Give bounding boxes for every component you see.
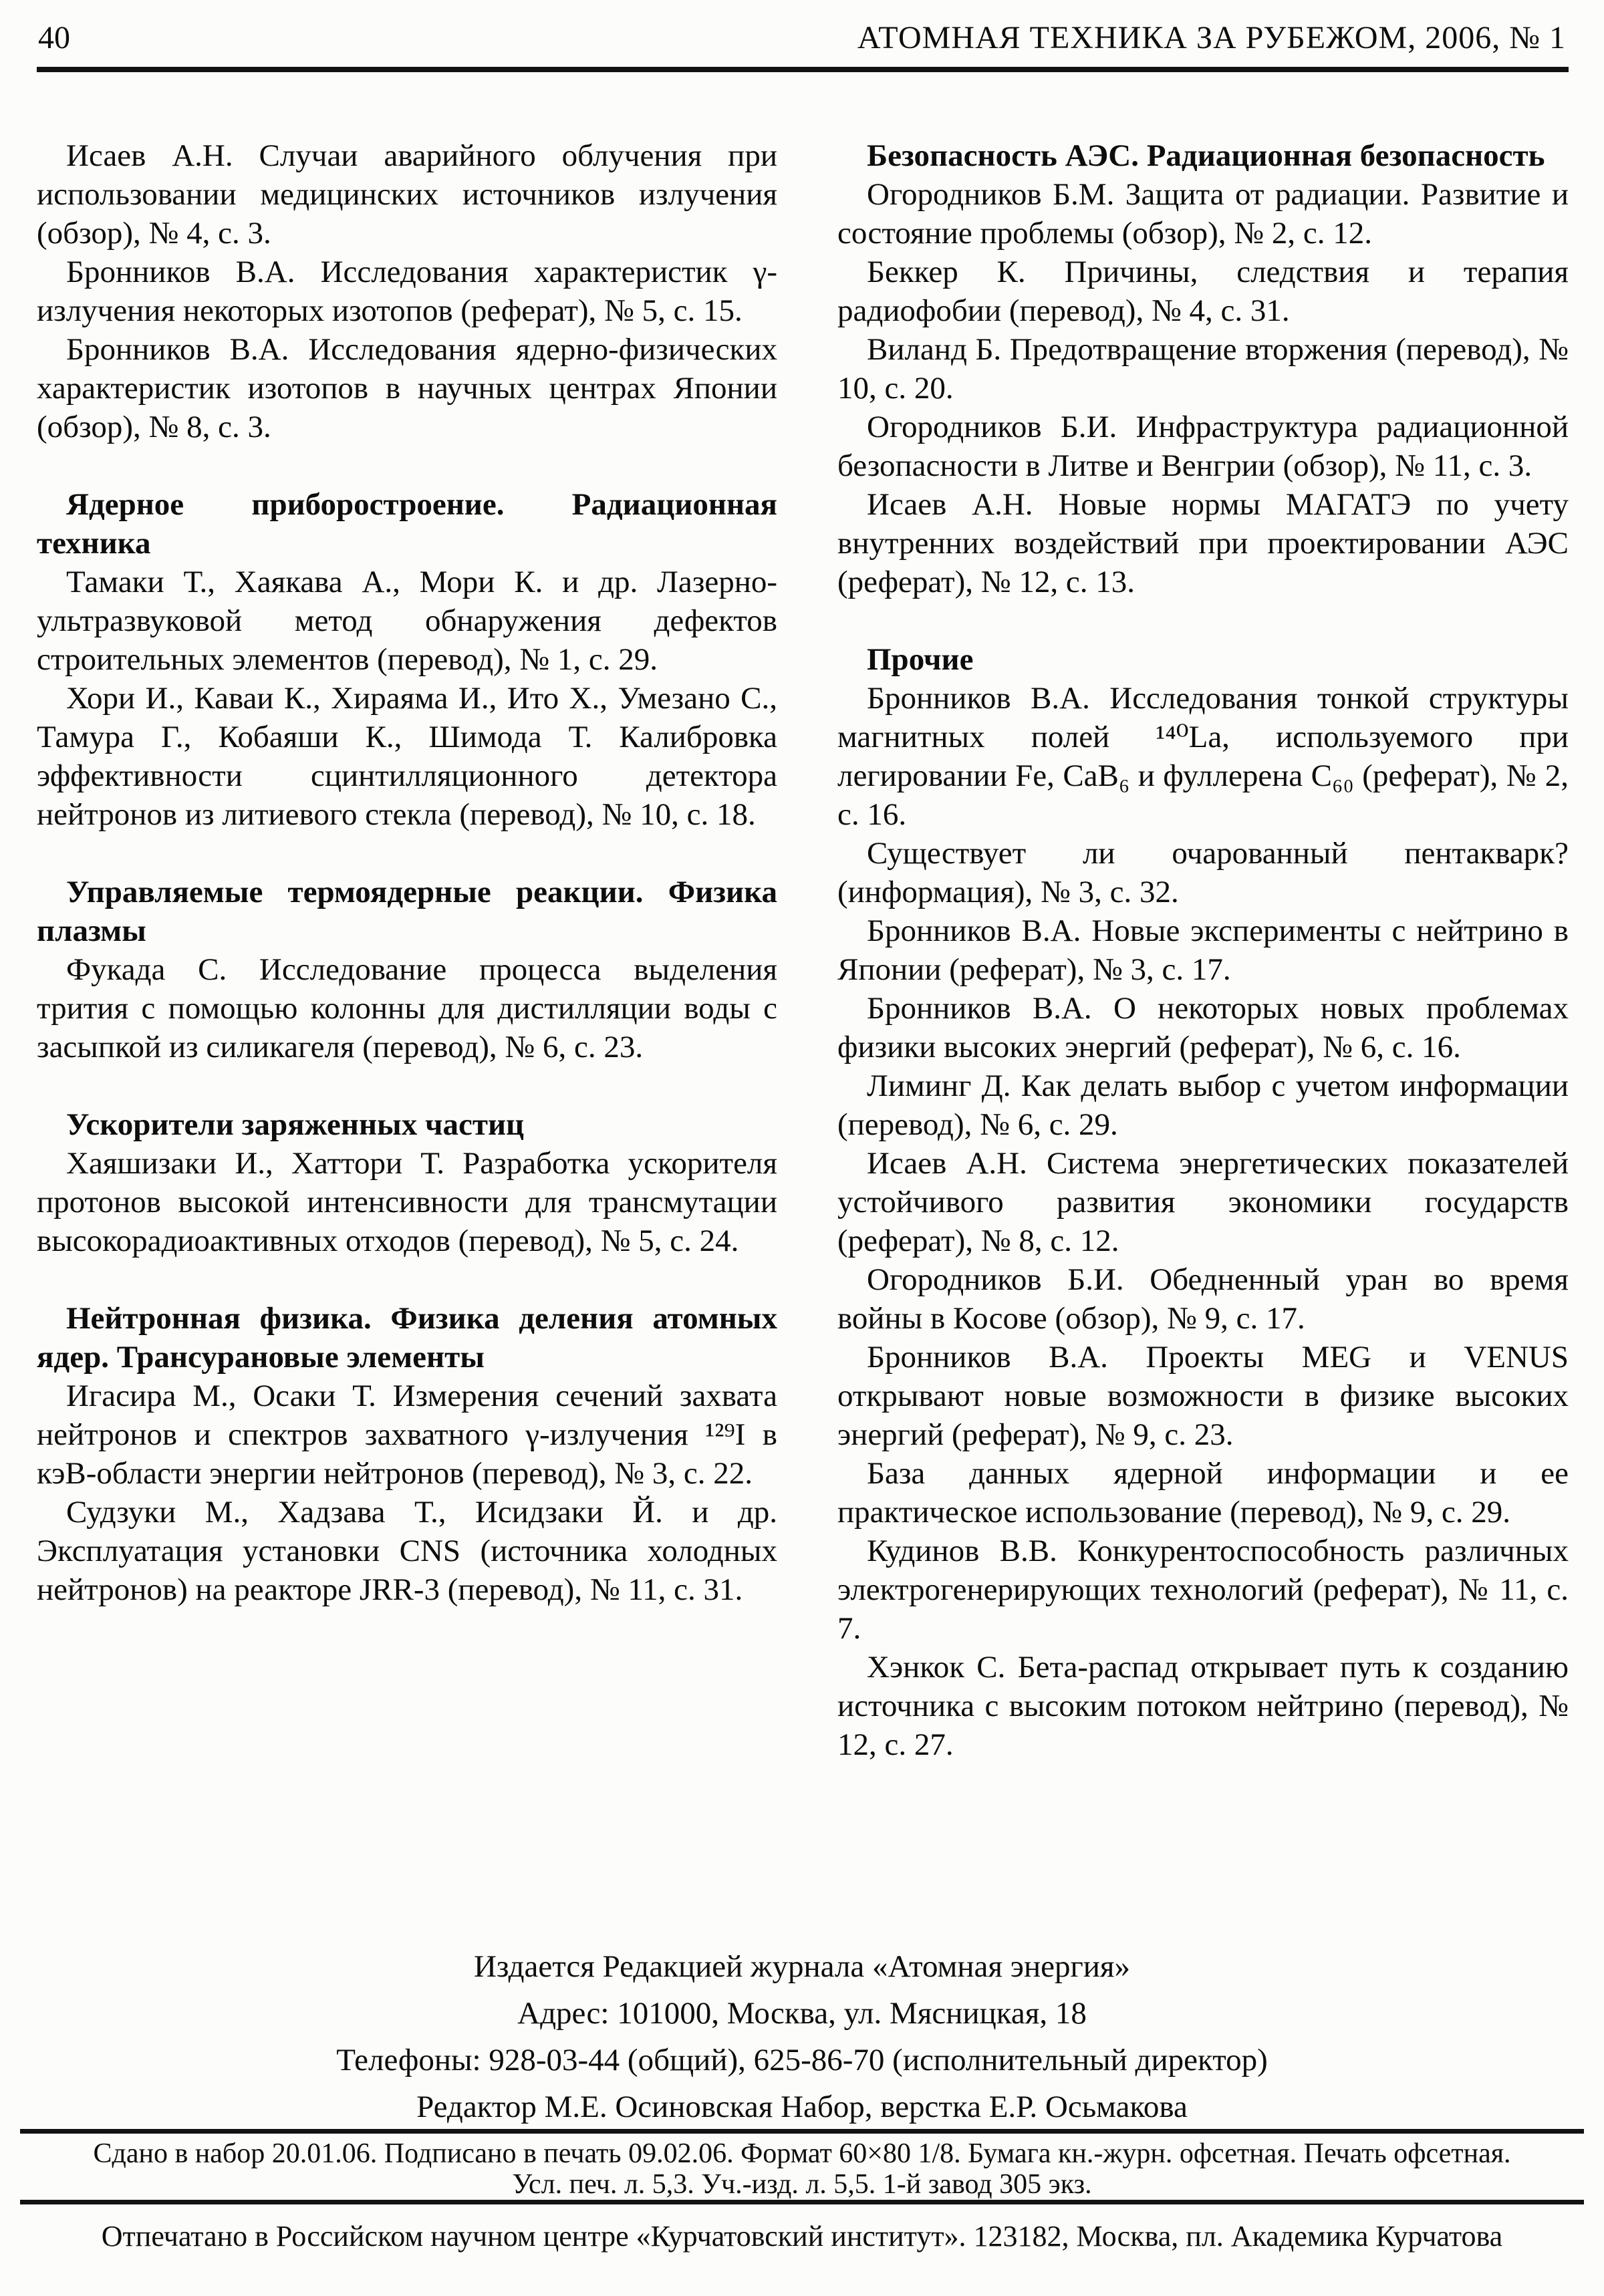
bibliography-entry: Хэнкок С. Бета-распад открывает путь к созданию источника с высоким потоком нейтрино (перевод), № 12, с. 27. <box>837 1650 1569 1762</box>
imprint-line: Издается Редакцией журнала «Атомная энергия» <box>473 1949 1131 1984</box>
bibliography-entry: Огородников Б.М. Защита от радиации. Развитие и состояние проблемы (обзор), № 2, с. 12. <box>837 177 1569 251</box>
section-heading: Безопасность АЭС. Радиационная безопасность <box>867 138 1545 173</box>
imprint-line: Редактор М.Е. Осиновская Набор, верстка Е.Р. Осьмакова <box>416 2090 1188 2124</box>
bibliography-entry: Виланд Б. Предотвращение вторжения (перевод), № 10, с. 20. <box>837 332 1569 406</box>
bibliography-entry: Исаев А.Н. Новые нормы МАГАТЭ по учету внутренних воздействий при проектировании АЭС (реферат), № 12, с. 13. <box>837 487 1569 599</box>
bibliography-entry: Хори И., Каваи К., Хираяма И., Ито Х., Умезано С., Тамура Г., Кобаяши К., Шимода Т. Калибровка эффективности сцинтилляционного детектора нейтронов из литиевого стекла (перевод), № 10, с. 18. <box>37 681 777 832</box>
bibliography-entry: Хаяшизаки И., Хаттори Т. Разработка ускорителя протонов высокой интенсивности для трансмутации высокорадиоактивных отходов (перевод), № 5, с. 24. <box>37 1146 777 1258</box>
print-info-line: Сдано в набор 20.01.06. Подписано в печать 09.02.06. Формат 60×80 1/8. Бумага кн.-журн. офсетная. Печать офсетная. <box>93 2138 1511 2169</box>
printing-house-line: Отпечатано в Российском научном центре «Курчатовский институт». 123182, Москва, пл. Академика Курчатова <box>101 2220 1503 2253</box>
section-heading: Ядерное приборостроение. Радиационная техника <box>37 487 777 561</box>
bibliography-entry: База данных ядерной информации и ее практическое использование (перевод), № 9, с. 29. <box>837 1456 1569 1530</box>
page-number: 40 <box>38 20 70 55</box>
bibliography-entry: Игасира М., Осаки Т. Измерения сечений захвата нейтронов и спектров захватного γ-излучения ¹²⁹I в кэВ-области энергии нейтронов (перевод), № 3, с. 22. <box>37 1379 777 1491</box>
right-column <box>837 136 1569 1764</box>
publisher-imprint <box>0 1943 1604 2130</box>
bibliography-entry: Бронников В.А. Исследования ядерно-физических характеристик изотопов в научных центрах Японии (обзор), № 8, с. 3. <box>37 332 777 444</box>
print-info-line: Усл. печ. л. 5,3. Уч.-изд. л. 5,5. 1-й завод 305 экз. <box>512 2169 1092 2200</box>
bibliography-entry: Бронников В.А. Проекты MEG и VENUS открывают новые возможности в физике высоких энергий (реферат), № 9, с. 23. <box>837 1340 1569 1452</box>
print-info <box>0 2138 1604 2200</box>
section-heading: Ускорители заряженных частиц <box>66 1107 525 1142</box>
section-heading: Управляемые термоядерные реакции. Физика плазмы <box>37 875 777 948</box>
bibliography-entry: Кудинов В.В. Конкурентоспособность различных электрогенерирующих технологий (реферат), № 11, с. 7. <box>837 1534 1569 1646</box>
bibliography-entry: Огородников Б.И. Инфраструктура радиационной безопасности в Литве и Венгрии (обзор), № 11, с. 3. <box>837 410 1569 483</box>
section-heading: Нейтронная физика. Физика деления атомных ядер. Трансурановые элементы <box>37 1301 777 1375</box>
section-heading: Прочие <box>867 642 974 677</box>
bibliography-entry: Бронников В.А. Новые эксперименты с нейтрино в Японии (реферат), № 3, с. 17. <box>837 913 1569 987</box>
bibliography-entry: Исаев А.Н. Система энергетических показателей устойчивого развития экономики государств (реферат), № 8, с. 12. <box>837 1146 1569 1258</box>
bibliography-entry: Тамаки Т., Хаякава А., Мори К. и др. Лазерно-ультразвуковой метод обнаружения дефектов строительных элементов (перевод), № 1, с. 29. <box>37 565 777 677</box>
bibliography-entry: Огородников Б.И. Обедненный уран во время войны в Косове (обзор), № 9, с. 17. <box>837 1262 1569 1336</box>
bibliography-entry: Лиминг Д. Как делать выбор с учетом информации (перевод), № 6, с. 29. <box>837 1068 1569 1142</box>
bibliography-entry: Бронников В.А. О некоторых новых проблемах физики высоких энергий (реферат), № 6, с. 16. <box>837 991 1569 1064</box>
bibliography-entry: Бронников В.А. Исследования тонкой структуры магнитных полей ¹⁴⁰La, используемого при легировании Fe, CaB₆ и фуллерена C₆₀ (реферат), № 2, с. 16. <box>837 681 1569 832</box>
imprint-line: Телефоны: 928-03-44 (общий), 625-86-70 (исполнительный директор) <box>336 2043 1268 2077</box>
bibliography-entry: Существует ли очарованный пентакварк? (информация), № 3, с. 32. <box>837 836 1569 909</box>
bibliography-entry: Судзуки М., Хадзава Т., Исидзаки Й. и др. Эксплуатация установки CNS (источника холодных нейтронов) на реакторе JRR-3 (перевод), № 11, с. 31. <box>37 1495 777 1607</box>
footer-rule-bottom <box>20 2200 1584 2204</box>
bibliography-entry: Бронников В.А. Исследования характеристик γ-излучения некоторых изотопов (реферат), № 5, с. 15. <box>37 255 777 328</box>
bibliography-entry: Исаев А.Н. Случаи аварийного облучения при использовании медицинских источников излучения (обзор), № 4, с. 3. <box>37 138 777 251</box>
bibliography-entry: Фукада С. Исследование процесса выделения трития с помощью колонны для дистилляции воды с засыпкой из силикагеля (перевод), № 6, с. 23. <box>37 952 777 1064</box>
footer-rule-top <box>20 2129 1584 2134</box>
left-column <box>37 136 777 1609</box>
header-rule <box>37 67 1569 72</box>
imprint-line: Адрес: 101000, Москва, ул. Мясницкая, 18 <box>517 1996 1087 2031</box>
journal-title: АТОМНАЯ ТЕХНИКА ЗА РУБЕЖОМ, 2006, № 1 <box>857 20 1566 55</box>
bibliography-entry: Беккер К. Причины, следствия и терапия радиофобии (перевод), № 4, с. 31. <box>837 255 1569 328</box>
